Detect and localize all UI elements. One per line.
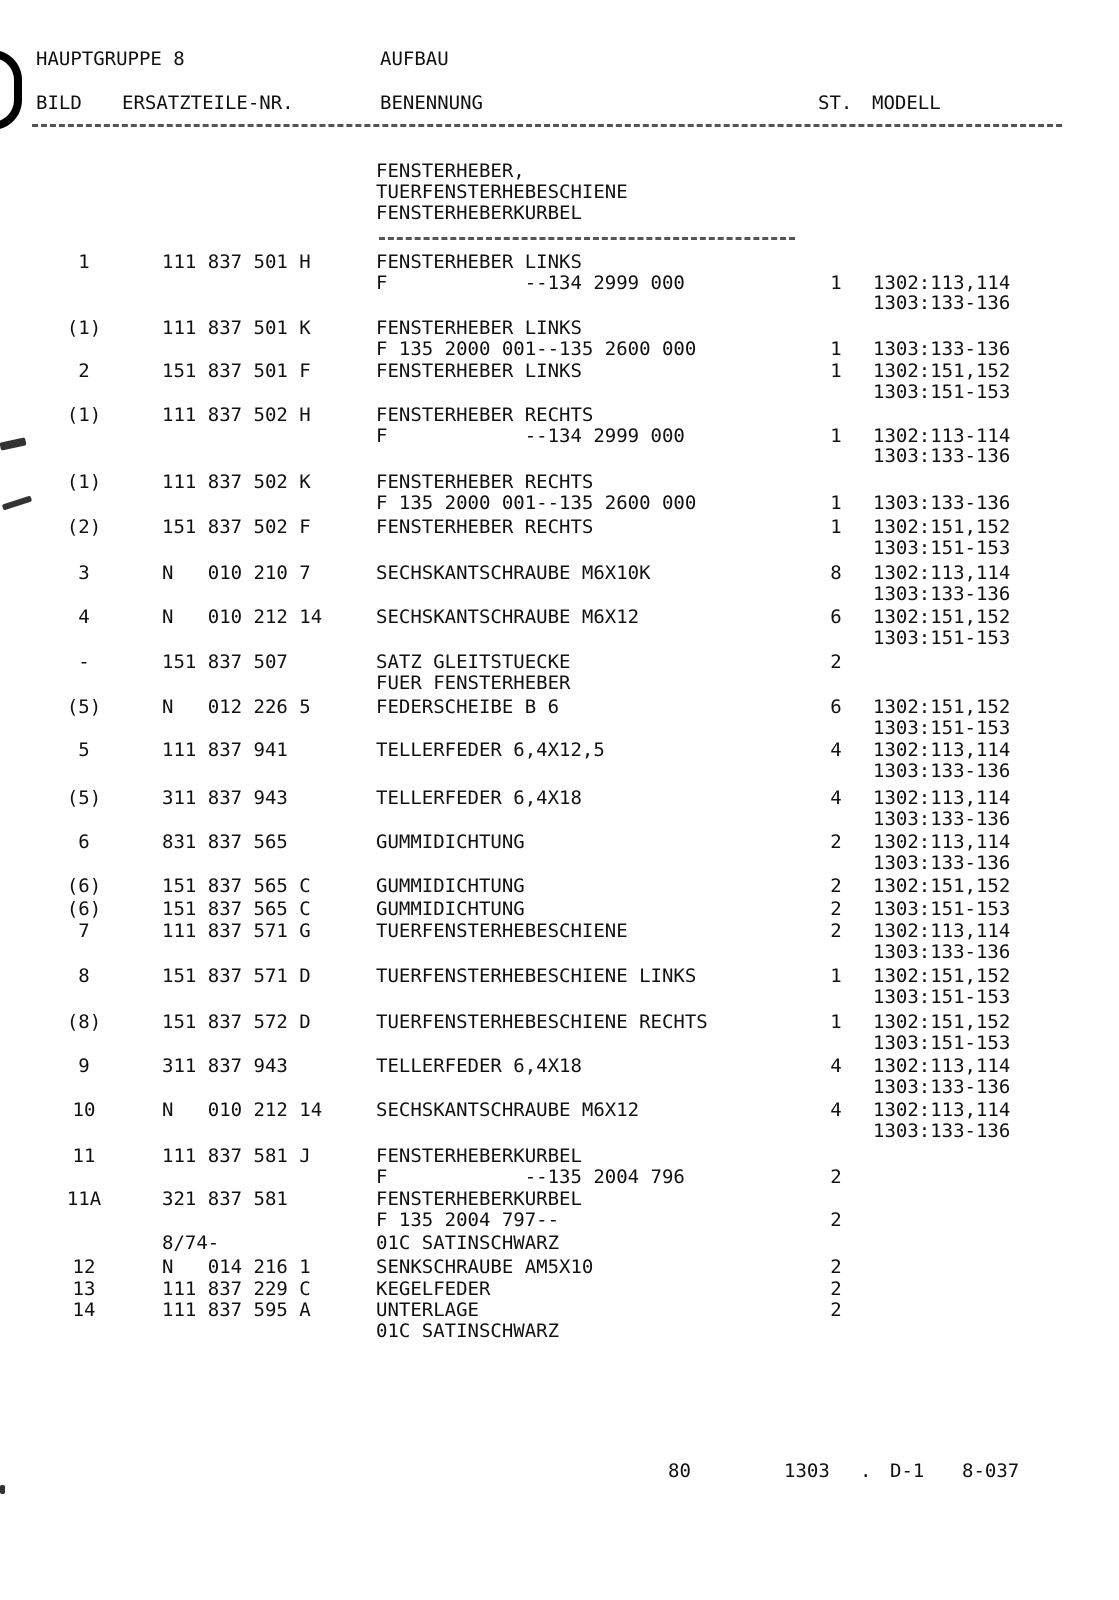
footer-model: 1303 — [784, 1460, 830, 1482]
cell-benennung: TELLERFEDER 6,4X18 — [376, 1055, 582, 1077]
cell-part-number: 111 837 501 K — [162, 317, 311, 339]
cell-st: 2 — [830, 1165, 842, 1188]
scan-artifact — [2, 496, 32, 511]
cell-benennung: GUMMIDICHTUNG — [376, 875, 525, 897]
cell-benennung: FENSTERHEBER RECHTS — [376, 516, 594, 538]
cell-part-number: 151 837 565 C — [162, 898, 311, 920]
cell-bild: (6) — [66, 898, 102, 920]
cell-benennung: FENSTERHEBER LINKS — [376, 360, 582, 382]
cell-benennung: TUERFENSTERHEBESCHIENE — [376, 920, 628, 942]
cell-modell: 1303:133-136 — [873, 491, 1011, 514]
cell-bild: 5 — [78, 739, 90, 761]
cell-st: 2 — [830, 1278, 842, 1300]
cell-benennung: TUERFENSTERHEBESCHIENE LINKS — [376, 965, 697, 987]
cell-part-number: N 012 226 5 — [162, 696, 311, 718]
cell-benennung: GUMMIDICHTUNG — [376, 898, 525, 920]
cell-bild: (2) — [66, 516, 102, 538]
cell-benennung: FENSTERHEBER RECHTS F 135 2000 001--135 2600 000 — [376, 471, 697, 514]
cell-bild: (8) — [66, 1011, 102, 1033]
cell-benennung: FENSTERHEBER LINKS F --134 2999 000 — [376, 251, 685, 294]
cell-st: 1 — [830, 491, 842, 514]
cell-part-number: 111 837 581 J — [162, 1145, 311, 1167]
cell-part-number: 111 837 501 H — [162, 251, 311, 273]
header-rule — [32, 124, 1062, 127]
cell-st: 4 — [830, 1099, 842, 1121]
cell-bild: (1) — [66, 471, 102, 493]
cell-part-number: 151 837 507 — [162, 651, 288, 673]
cell-benennung: FEDERSCHEIBE B 6 — [376, 696, 560, 718]
cell-benennung: KEGELFEDER — [376, 1278, 491, 1300]
cell-benennung: FENSTERHEBERKURBEL F 135 2004 797-- — [376, 1188, 582, 1231]
cell-part-number: 111 837 571 G — [162, 920, 311, 942]
cell-bild: 6 — [78, 831, 90, 853]
cell-benennung: FENSTERHEBER LINKS F 135 2000 001--135 2600 000 — [376, 317, 697, 360]
cell-benennung: FENSTERHEBERKURBEL F --135 2004 796 — [376, 1145, 685, 1188]
cell-st: 6 — [830, 606, 842, 628]
cell-st: 2 — [830, 1256, 842, 1278]
cell-bild: (5) — [66, 696, 102, 718]
col-header-benennung: BENENNUNG — [380, 92, 483, 114]
cell-modell: 1302:113,114 1303:133-136 — [873, 271, 1011, 315]
cell-modell: 1302:151,152 1303:151-153 — [873, 516, 1011, 559]
cell-st: 1 — [830, 1011, 842, 1033]
cell-st: 1 — [830, 516, 842, 538]
cell-modell: 1303:133-136 — [873, 337, 1011, 360]
cell-st: 4 — [830, 1055, 842, 1077]
cell-st: 2 — [830, 898, 842, 920]
cell-bild: 9 — [78, 1055, 90, 1077]
col-header-modell: MODELL — [872, 92, 941, 114]
cell-part-number: N 014 216 1 — [162, 1256, 311, 1278]
cell-modell: 1302:113,114 1303:133-136 — [873, 739, 1011, 782]
cell-part-number: 111 837 502 K — [162, 471, 311, 493]
cell-st: 1 — [830, 424, 842, 447]
cell-st: 2 — [830, 831, 842, 853]
cell-part-number: N 010 210 7 — [162, 562, 311, 584]
cell-st: 2 — [830, 875, 842, 897]
cell-st: 2 — [830, 920, 842, 942]
cell-bild: 7 — [78, 920, 90, 942]
cell-modell: 1302:113,114 1303:133-136 — [873, 562, 1011, 605]
cell-part-number: 111 837 229 C — [162, 1278, 311, 1300]
cell-benennung: SENKSCHRAUBE AM5X10 — [376, 1256, 594, 1278]
cell-part-number: 151 837 571 D — [162, 965, 311, 987]
cell-part-number: 311 837 943 — [162, 1055, 288, 1077]
cell-st: 6 — [830, 696, 842, 718]
cell-part-number: 831 837 565 — [162, 831, 288, 853]
cell-modell: 1302:113,114 1303:133-136 — [873, 831, 1011, 874]
cell-modell: 1302:113-114 1303:133-136 — [873, 424, 1011, 468]
cell-modell: 1302:151,152 1303:151-153 — [873, 360, 1011, 403]
cell-modell: 1302:113,114 1303:133-136 — [873, 1099, 1011, 1142]
cell-modell: 1302:151,152 1303:151-153 — [873, 1011, 1011, 1054]
cell-bild: - — [78, 651, 90, 673]
cell-part-number: 111 837 502 H — [162, 404, 311, 426]
cell-st: 1 — [830, 965, 842, 987]
cell-st: 1 — [830, 271, 842, 294]
cell-st: 8 — [830, 562, 842, 584]
cell-part-number: 151 837 572 D — [162, 1011, 311, 1033]
section-title-rule — [379, 237, 795, 240]
cell-part-number: 111 837 595 A — [162, 1299, 311, 1321]
cell-bild: 2 — [78, 360, 90, 382]
cell-modell: 1302:113,114 1303:133-136 — [873, 920, 1011, 963]
cell-part-number: 8/74- — [162, 1232, 220, 1254]
cell-modell: 1302:151,152 — [873, 875, 1011, 897]
section-title-line-3: FENSTERHEBERKURBEL — [376, 202, 582, 224]
cell-part-number: 151 837 565 C — [162, 875, 311, 897]
cell-part-number: N 010 212 14 — [162, 1099, 323, 1121]
col-header-ersatzteil: ERSATZTEILE-NR. — [122, 92, 294, 114]
cell-modell: 1302:113,114 1303:133-136 — [873, 1055, 1011, 1098]
col-header-st: ST. — [818, 92, 853, 114]
cell-benennung: TELLERFEDER 6,4X18 — [376, 787, 582, 809]
cell-bild: 11A — [66, 1188, 102, 1210]
cell-part-number: 311 837 943 — [162, 787, 288, 809]
cell-bild: (1) — [66, 317, 102, 339]
cell-st: 2 — [830, 1208, 842, 1231]
cell-bild: (5) — [66, 787, 102, 809]
cell-part-number: 151 837 502 F — [162, 516, 311, 538]
cell-bild: 12 — [72, 1256, 96, 1278]
cell-bild: 13 — [72, 1278, 96, 1300]
cell-benennung: TUERFENSTERHEBESCHIENE RECHTS — [376, 1011, 708, 1033]
cell-benennung: FENSTERHEBER RECHTS F --134 2999 000 — [376, 404, 685, 447]
cell-part-number: 321 837 581 — [162, 1188, 288, 1210]
cell-st: 2 — [830, 651, 842, 673]
section-title-line-1: FENSTERHEBER, — [376, 160, 525, 182]
cell-bild: 10 — [72, 1099, 96, 1121]
cell-modell: 1302:151,152 1303:151-153 — [873, 696, 1011, 739]
cell-bild: 4 — [78, 606, 90, 628]
cell-benennung: TELLERFEDER 6,4X12,5 — [376, 739, 605, 761]
cell-part-number: 151 837 501 F — [162, 360, 311, 382]
cell-bild: 3 — [78, 562, 90, 584]
cell-bild: 14 — [72, 1299, 96, 1321]
cell-bild: 1 — [78, 251, 90, 273]
cell-bild: (1) — [66, 404, 102, 426]
cell-modell: 1302:151,152 1303:151-153 — [873, 606, 1011, 649]
cell-bild: (6) — [66, 875, 102, 897]
col-header-bild: BILD — [36, 92, 82, 114]
cell-bild: 11 — [72, 1145, 96, 1167]
cell-benennung: SECHSKANTSCHRAUBE M6X12 — [376, 1099, 640, 1121]
group-title: AUFBAU — [380, 48, 449, 70]
cell-benennung: UNTERLAGE 01C SATINSCHWARZ — [376, 1299, 560, 1342]
cell-benennung: GUMMIDICHTUNG — [376, 831, 525, 853]
cell-st: 1 — [830, 360, 842, 382]
cell-benennung: SECHSKANTSCHRAUBE M6X10K — [376, 562, 651, 584]
cell-benennung: 01C SATINSCHWARZ — [376, 1232, 560, 1254]
page-edge-marker — [0, 50, 22, 130]
scan-artifact — [0, 437, 27, 450]
cell-bild: 8 — [78, 965, 90, 987]
footer-reference: 8-037 — [962, 1460, 1020, 1482]
section-title-line-2: TUERFENSTERHEBESCHIENE — [376, 181, 628, 203]
footer-separator: . — [860, 1460, 872, 1482]
cell-st: 1 — [830, 337, 842, 360]
cell-benennung: SECHSKANTSCHRAUBE M6X12 — [376, 606, 640, 628]
cell-benennung: SATZ GLEITSTUECKE FUER FENSTERHEBER — [376, 651, 571, 694]
cell-modell: 1302:113,114 1303:133-136 — [873, 787, 1011, 830]
cell-st: 4 — [830, 739, 842, 761]
cell-part-number: 111 837 941 — [162, 739, 288, 761]
hauptgruppe-label: HAUPTGRUPPE 8 — [36, 48, 185, 70]
cell-modell: 1302:151,152 1303:151-153 — [873, 965, 1011, 1008]
footer-page-number: 80 — [668, 1460, 691, 1482]
cell-modell: 1303:151-153 — [873, 898, 1011, 920]
scan-artifact — [0, 1485, 5, 1494]
cell-st: 2 — [830, 1299, 842, 1321]
footer-code: D-1 — [890, 1460, 925, 1482]
cell-st: 4 — [830, 787, 842, 809]
cell-part-number: N 010 212 14 — [162, 606, 323, 628]
